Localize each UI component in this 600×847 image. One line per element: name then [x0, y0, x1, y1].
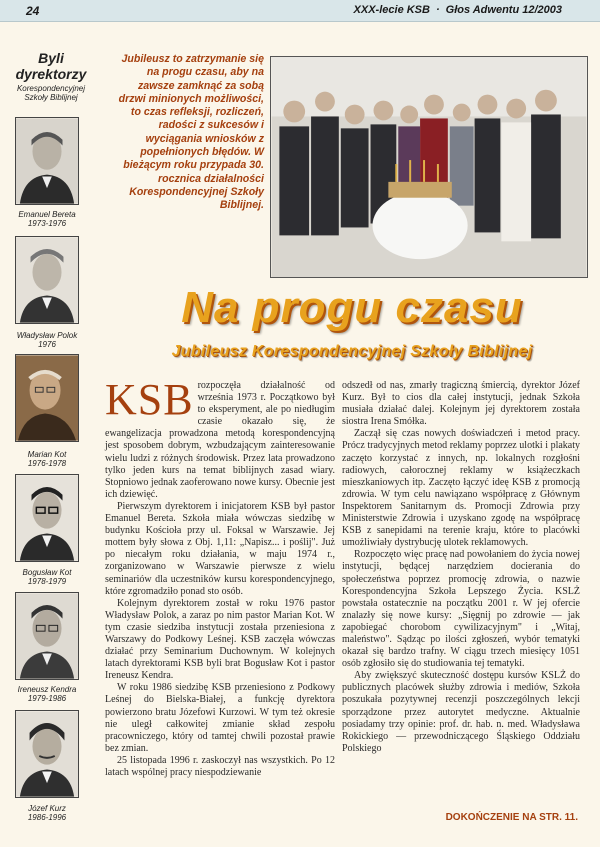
- portrait-photo: [15, 354, 79, 442]
- portrait-photo: [15, 592, 79, 680]
- group-photo: [270, 56, 588, 278]
- article-paragraph: 25 listopada 1996 r. zaskoczył nas wszystkich. Po 12 latach wspólnej pracy niespodziewanie: [105, 754, 335, 778]
- continued-note: DOKOŃCZENIE NA STR. 11.: [445, 812, 578, 823]
- running-title-right: Głos Adwentu 12/2003: [445, 4, 562, 16]
- director-years: 1978-1979: [27, 577, 67, 586]
- subheadline: Jubileusz Korespondencyjnej Szkoły Biblijnej: [171, 343, 533, 360]
- running-title-left: XXX-lecie KSB: [353, 4, 430, 16]
- portrait-photo: [15, 117, 79, 205]
- headline: Na progu czasu: [181, 283, 523, 332]
- director-name: Władysław Polok: [16, 331, 78, 340]
- director-name: Marian Kot: [27, 450, 67, 459]
- portrait-photo: [15, 236, 79, 324]
- portrait-image: [16, 118, 78, 204]
- running-title-separator: ·: [435, 4, 440, 16]
- article-paragraph: Zaczął się czas nowych doświadczeń i metod pracy. Prócz tradycyjnych metod reklamy poprzez ulotki i plakaty zaczęto korzystać z innych, np. lokalnych rozgłośni radiowych, całorocznej reklamy w książeczkach mieszkaniowych itp. Zaczęto łączyć ideę KSB z promocją zdrowia. W tym celu nawiązano współpracę z Głównym Inspektorem Sanitarnym ds. Promocji Zdrowia przy Ministerstwie Zdrowia i uzyskano zgodę na współpracę KSB z sanepidami na terenie kraju, które to placówki umożliwiały dystrybucję ulotek reklamowych.: [342, 428, 580, 549]
- article-paragraph: odszedł od nas, zmarły tragiczną śmiercią, dyrektor Józef Kurz. Był to cios dla całej instytucji, jednak Szkoła musiała działać dalej. Kolejnym jej dyrektorem została siostra Irena Smółka.: [342, 380, 580, 428]
- portrait-image: [16, 711, 78, 797]
- group-photo-image: [271, 57, 587, 277]
- portrait-image: [16, 475, 78, 561]
- portrait-image: [16, 237, 78, 323]
- director-name: Ireneusz Kendra: [17, 685, 77, 694]
- director-caption: [0, 568, 94, 586]
- director-caption: [0, 210, 94, 228]
- portrait-photo: [15, 710, 79, 798]
- article-column-1: [105, 375, 335, 779]
- portrait-photo: [15, 474, 79, 562]
- page-number: 24: [26, 4, 40, 18]
- header-bar: [0, 0, 600, 22]
- article-paragraph: Pierwszym dyrektorem i inicjatorem KSB był pastor Emanuel Bereta. Szkoła miała wówczas siedzibę w budynku Kościoła przy ul. Foksal w Warszawie. Jej mottem były słowa z Obj. 1,11: „Napisz... i poślij". Już po niecałym roku działania, w maju 1974 r., zorganizowano w Warszawie pierwsze z wielu seminariów dla uczestników kursu korespondencyjnego, które zgromadziło ponad sto osób.: [105, 500, 335, 597]
- director-caption: [0, 804, 94, 822]
- director-years: 1976: [38, 340, 56, 349]
- running-title: [354, 4, 562, 16]
- article-paragraph: Kolejnym dyrektorem został w roku 1976 pastor Władysław Polok, a zaraz po nim pastor Marian Kot. W tym czasie siedziba instytucji została przeniesiona z Warszawy do Podkowy Leśnej. KSB zaczęła wówczas działać przy Seminarium Duchownym. W kolejnych latach dyrektorami KSB byli brat Bogusław Kot i pastor Ireneusz Kendra.: [105, 597, 335, 682]
- director-years: 1986-1996: [27, 813, 67, 822]
- article-paragraph: Aby zwiększyć skuteczność dostępu kursów KSLŻ do publicznych placówek służby zdrowia i mediów, Szkoła poszukała pozytywnej recenzji poszczególnych lekcji sporządzone przez autorytet medyczne. Aktualnie posiadamy trzy opinie: prof. dr. hab. n. med. Władysława Rokickiego — przewodniczącego Śląskiego Oddziału Polskiego: [342, 670, 580, 754]
- sidebar-subheading: Korespondencyjnej Szkoły Biblijnej: [16, 84, 86, 102]
- director-caption: [0, 331, 94, 349]
- director-caption: [0, 685, 94, 703]
- director-years: 1973-1976: [27, 219, 67, 228]
- director-name: Bogusław Kot: [22, 568, 72, 577]
- sidebar-heading: Byli dyrektorzy: [15, 50, 87, 82]
- director-caption: [0, 450, 94, 468]
- article-column-2: [342, 380, 580, 755]
- intro-lead: Jubileusz to zatrzymanie się na progu czasu, aby na zawsze zamknąć za sobą drzwi minionych możliwości, to czas refleksji, rozliczeń, radości z sukcesów i wyciągania wniosków z popełnionych błędów. W bieżącym roku przypada 30. rocznica działalności Korespondencyjnej Szkoły Biblijnej.: [118, 53, 264, 212]
- director-years: 1976-1978: [27, 459, 67, 468]
- director-name: Emanuel Bereta: [18, 210, 76, 219]
- article-text: rozpoczęła działalność od września 1973 r. Początkowo był to eksperyment, ale po niedługim czasie okazało się, że ewangelizacja prowadzona metodą korespondencyjną jest sposobem dobrym, wzbudzającym zainteresowanie wielu ludzi z różnych środowisk. Przez lata prowadzono tylko jeden kurs na temat biblijnych zasad wiary. Stopniowo jednak zaoferowano nowe kursy. Obecnie jest ich dziewięć.: [105, 380, 335, 500]
- director-years: 1979-1986: [27, 694, 67, 703]
- sidebar-former-directors: [8, 50, 94, 102]
- dropcap: KSB: [105, 375, 194, 424]
- portrait-image: [16, 593, 78, 679]
- article-paragraph: W roku 1986 siedzibę KSB przeniesiono z Podkowy Leśnej do Bielska-Białej, a funkcję dyrektora powierzono bratu Józefowi Kurzowi. W tym też okresie nie uległ całkowitej zmianie skład zespołu pracowniczego, który od tamtej chwili pozostał prawie bez zmian.: [105, 682, 335, 754]
- director-name: Józef Kurz: [28, 804, 66, 813]
- portrait-image: [16, 355, 78, 441]
- article-paragraph: [105, 375, 335, 501]
- article-paragraph: Rozpoczęto więc pracę nad powołaniem do życia nowej instytucji, będącej narzędziem docierania do społeczeństwa poprzez promocję zdrowia, o nazwie Korespondencyjna Szkoła Lepszego Życia. KSLŻ powstała ostatecznie na początku 2001 r. W jej ofercie znalazły się nowe kursy: „Sięgnij po zdrowie — jak zapobiegać chorobom cywilizacyjnym" i „Witaj, maleństwo". Sądząc po ilości zgłoszeń, wybór tematyki okazał się bardzo trafny. W ciągu trzech miesięcy 1051 osób zgłosiło się do studiowania tej tematyki.: [342, 549, 580, 670]
